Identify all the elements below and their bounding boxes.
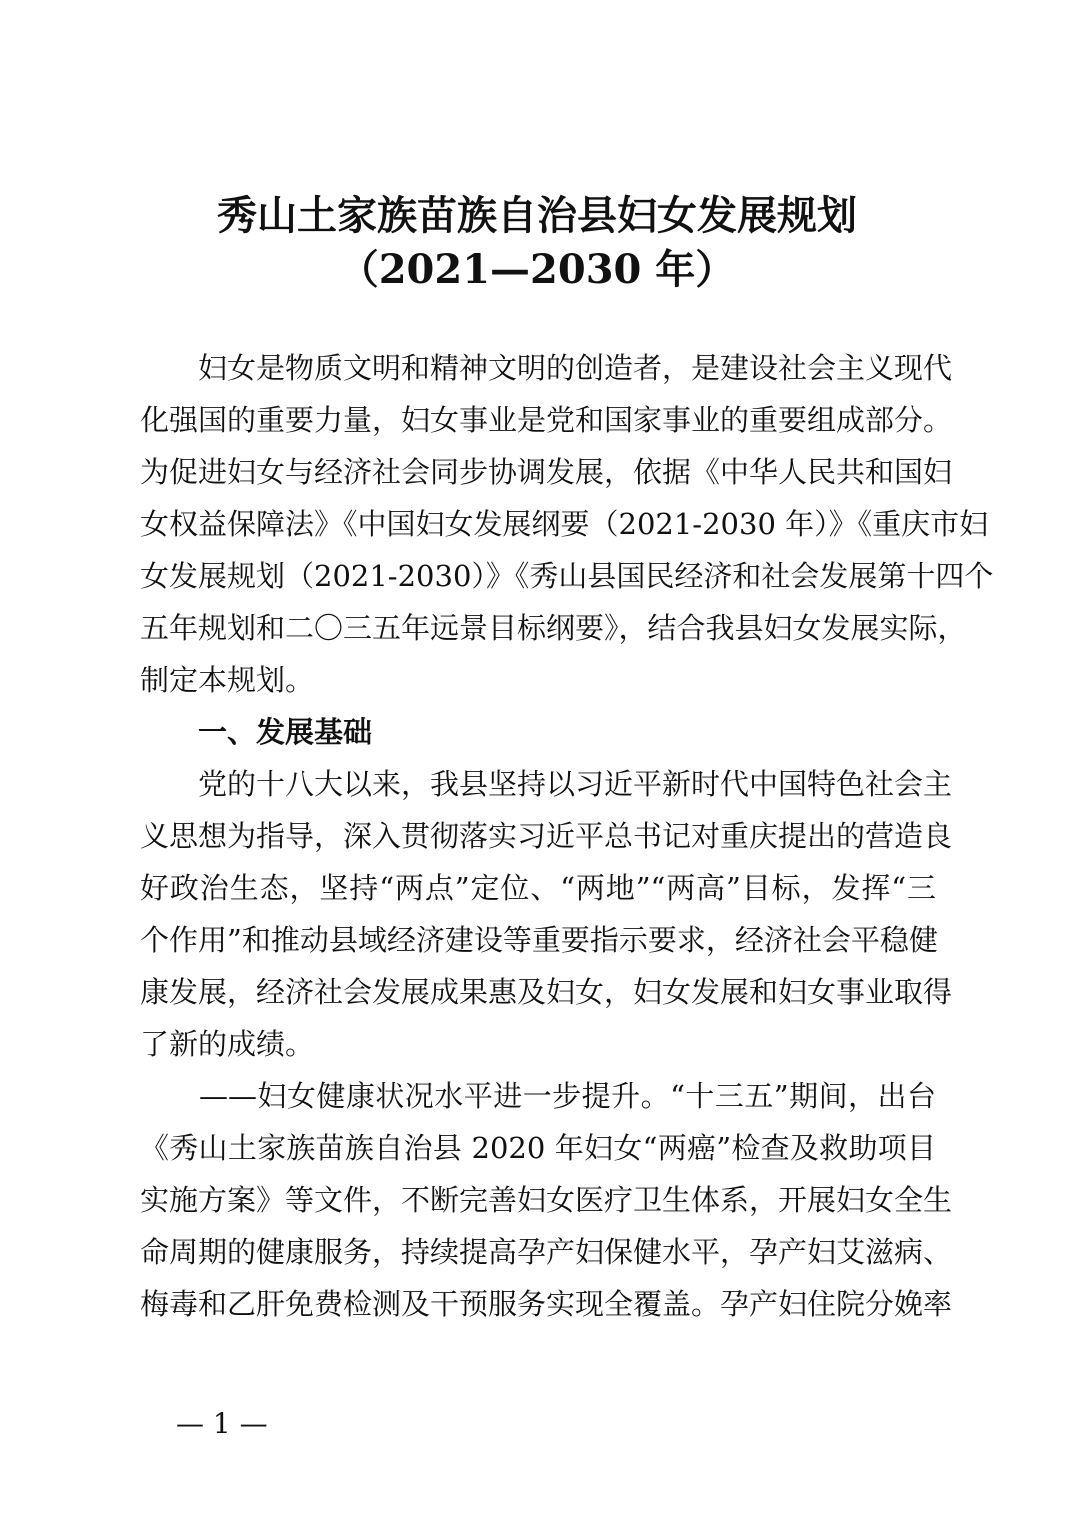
body-line: 五年规划和二〇三五年远景目标纲要》，结合我县妇女发展实际， [140,611,967,645]
body-line: 化强国的重要力量，妇女事业是党和国家事业的重要组成部分。 [140,403,953,437]
body-line: 妇女是物质文明和精神文明的创造者，是建设社会主义现代 [140,351,953,385]
body-line: 梅毒和乙肝免费检测及干预服务实现全覆盖。孕产妇住院分娩率 [140,1287,953,1321]
body-line: 党的十八大以来，我县坚持以习近平新时代中国特色社会主 [140,767,953,801]
body-line: ——妇女健康状况水平进一步提升。“十三五”期间，出台 [140,1079,936,1113]
body-line: 女发展规划（2021-2030）》《秀山县国民经济和社会发展第十四个 [140,559,994,593]
body-line: 康发展，经济社会发展成果惠及妇女，妇女发展和妇女事业取得 [140,975,953,1009]
document-title: 秀山土家族苗族自治县妇女发展规划 [217,192,857,239]
body-line: 好政治生态，坚持“两点”定位、“两地”“两高”目标，发挥“三 [140,871,936,905]
page-number: — 1 — [176,1407,268,1440]
section-heading: 一、发展基础 [140,715,373,749]
body-line: 了新的成绩。 [140,1027,315,1061]
body-line: 实施方案》等文件，不断完善妇女医疗卫生体系，开展妇女全生 [140,1183,953,1217]
body-line: 义思想为指导，深入贯彻落实习近平总书记对重庆提出的营造良 [140,819,953,853]
body-line: 命周期的健康服务，持续提高孕产妇保健水平，孕产妇艾滋病、 [140,1235,953,1269]
body-line: 《秀山土家族苗族自治县 2020 年妇女“两癌”检查及救助项目 [140,1131,936,1165]
body-line: 制定本规划。 [140,663,315,697]
document-title-years: （2021—2030 年） [338,246,736,293]
body-line: 为促进妇女与经济社会同步协调发展，依据《中华人民共和国妇 [140,455,953,489]
body-line: 个作用”和推动县域经济建设等重要指示要求，经济社会平稳健 [140,923,938,957]
body-line: 女权益保障法》《中国妇女发展纲要（2021-2030 年）》《重庆市妇 [140,507,989,541]
